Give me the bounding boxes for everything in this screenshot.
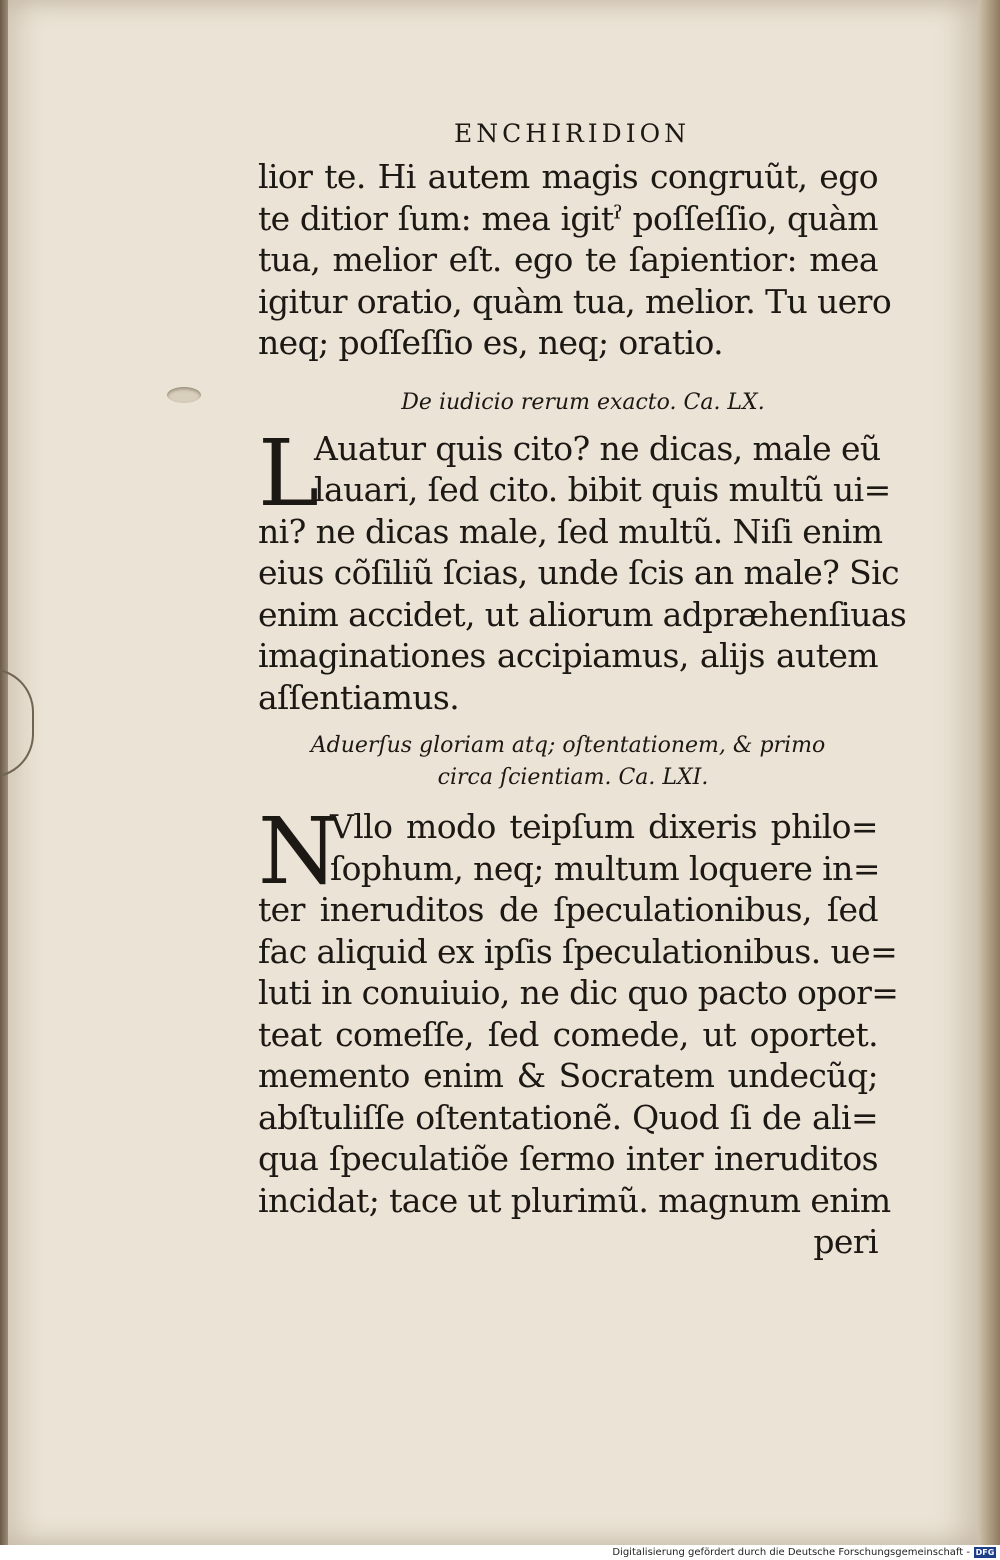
text-line: eius cõſiliũ ſcias, unde ſcis an male? Sic	[258, 553, 899, 592]
catchword: peri	[813, 1222, 878, 1261]
chapter-60-heading: De iudicio rerum exacto. Ca. LX.	[401, 389, 765, 415]
text-line: enim accidet, ut aliorum adpræhenſiuas	[258, 594, 907, 634]
text-line: fac aliquid ex ipſis ſpeculationibus. ue=	[258, 931, 898, 971]
text-line: incidat; tace ut plurimũ. magnum enim	[258, 1180, 891, 1220]
chapter-61-heading-line-1: Aduerſus gloriam atq; oſtentationem, & primo	[310, 733, 826, 758]
text-line: lior te. Hi autem magis congruũt, ego	[258, 157, 878, 196]
text-line: lauari, ſed cito. bibit quis multũ ui=	[314, 470, 891, 509]
text-line: tua, melior eſt. ego te ſapientior: mea	[258, 240, 878, 279]
text-line: imaginationes accipiamus, alijs autem	[258, 636, 878, 675]
chapter-61-paragraph	[258, 798, 899, 1263]
text-line: abſtuliſſe oſtentationẽ. Quod ſi de ali=	[258, 1097, 878, 1137]
drop-cap-n: N	[258, 798, 339, 905]
text-block	[258, 112, 907, 1263]
running-head: ENCHIRIDION	[454, 119, 690, 148]
text-line: neq; poſſeſſio es, neq; oratio.	[258, 323, 724, 362]
footer-credit: Digitalisierung gefördert durch die Deutsche Forschungsgemeinschaft -	[612, 1547, 970, 1558]
text-line: igitur oratio, quàm tua, melior. Tu uero	[258, 281, 892, 321]
text-line: ſophum, neq; multum loquere in=	[330, 848, 880, 888]
dfg-logo-icon: DFG	[975, 1548, 995, 1557]
text-line: qua ſpeculatiõe ſermo inter ineruditos	[258, 1139, 878, 1178]
text-line: memento enim & Socratem undecũq;	[258, 1056, 878, 1095]
chapter-60-paragraph	[258, 419, 907, 719]
text-line: ter ineruditos de ſpeculationibus, ſed	[258, 890, 878, 929]
drop-cap-l: L	[258, 419, 320, 527]
chapter-61-heading-line-2: circa ſcientiam. Ca. LXI.	[437, 765, 709, 790]
text-line: aſſentiamus.	[258, 677, 460, 717]
text-line: Auatur quis cito? ne dicas, male eũ	[314, 428, 881, 468]
page-fore-edge	[978, 0, 1000, 1545]
paper-hole	[167, 387, 201, 403]
text-line: te ditior ſum: mea igitˀ poſſeſſio, quàm	[258, 198, 878, 238]
text-line: luti in conuiuio, ne dic quo pacto opor=	[258, 973, 899, 1012]
text-line: Vllo modo teipſum dixeris philo=	[330, 807, 878, 846]
text-line: teat comeſſe, ſed comede, ut oportet.	[258, 1014, 878, 1054]
text-line: ni? ne dicas male, ſed multũ. Niſi enim	[258, 511, 883, 551]
intro-paragraph	[258, 156, 892, 364]
